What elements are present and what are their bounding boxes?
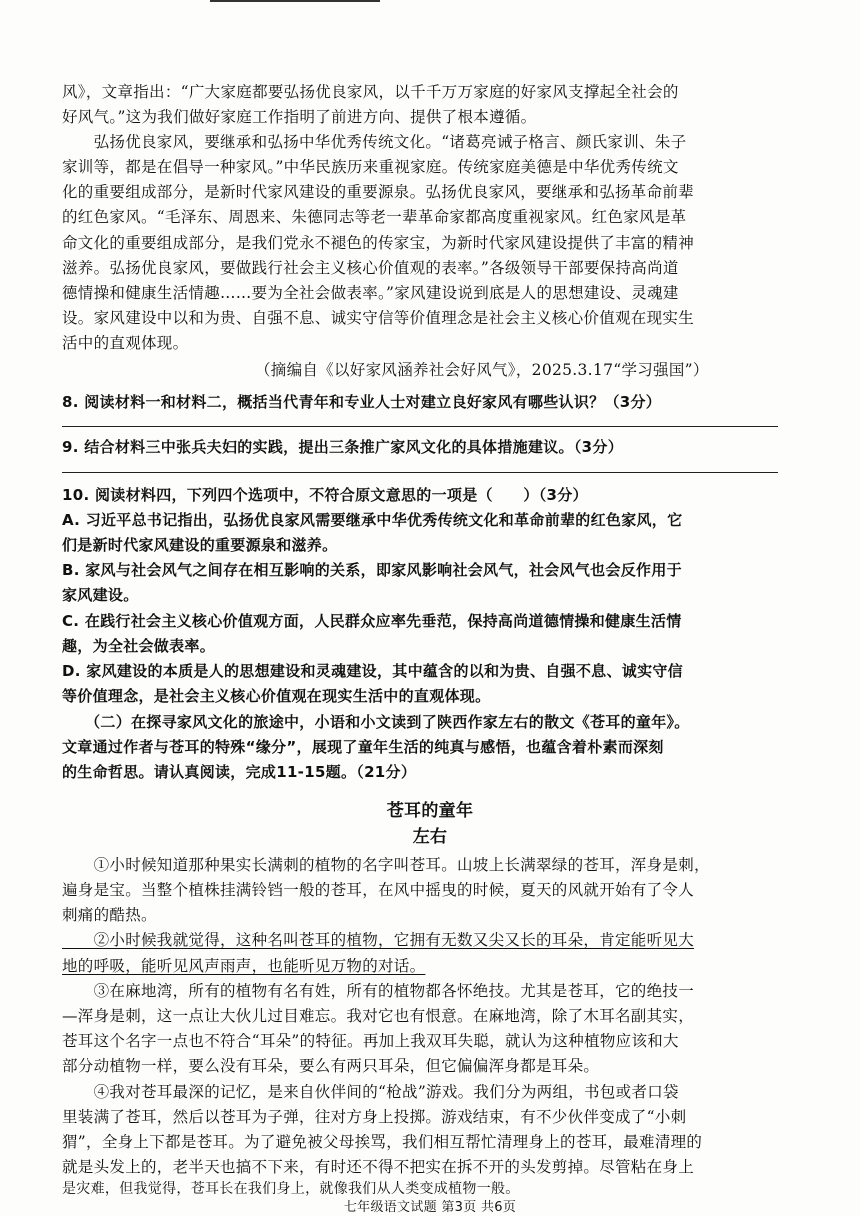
text-line: 德情操和健康生活情趣……要为全社会做表率。”家风建设说到底是人的思想建设、灵魂建 — [62, 284, 679, 302]
source-citation: （摘编自《以好家风涵养社会好风气》，2025.3.17“学习强国”） — [255, 361, 709, 379]
section-intro: 文章通过作者与苍耳的特殊“缘分”，展现了童年生活的纯真与感悟，也蕴含着朴素而深刻 — [62, 738, 664, 756]
option-b: B. 家风与社会风气之间存在相互影响的关系，即家风影响社会风气，社会风气也会反作用于 — [62, 561, 682, 579]
paragraph-2-underlined: ②小时候我就觉得，这种名叫苍耳的植物，它拥有无数又尖又长的耳朵，肯定能听见大 — [62, 931, 695, 949]
cropped-header-mark — [210, 0, 380, 6]
essay-title: 苍耳的童年 — [386, 801, 474, 821]
text-line: 命文化的重要组成部分，是我们党永不褪色的传家宝，为新时代家风建设提供了丰富的精神 — [62, 234, 695, 252]
option-c-cont: 趣，为全社会做表率。 — [62, 637, 216, 655]
text-line: 的红色家风。“毛泽东、周恩来、朱德同志等老一辈革命家都高度重视家风。红色家风是革 — [62, 208, 687, 226]
text-line: 风》，文章指出：“广大家庭都要弘扬优良家风，以千千万万家庭的好家风支撑起全社会的 — [62, 83, 679, 101]
paragraph-1: 刺痛的酷热。 — [62, 906, 157, 924]
paragraph-3: 苍耳这个名字一点也不符合“耳朵”的特征。再加上我双耳失聪，就认为这种植物应该和大 — [62, 1032, 679, 1050]
paragraph-3: —浑身是刺，这一点让大伙儿过目难忘。我对它也有恨意。在麻地湾，除了木耳名副其实， — [62, 1007, 695, 1025]
option-a-cont: 们是新时代家风建设的重要源泉和滋养。 — [62, 536, 338, 554]
paragraph-3: ③在麻地湾，所有的植物有名有姓，所有的植物都各怀绝技。尤其是苍耳，它的绝技一 — [62, 982, 695, 1000]
question-10: 10. 阅读材料四，下列四个选项中，不符合原文意思的一项是（ ）（3分） — [62, 486, 588, 504]
paragraph-4: 里装满了苍耳，然后以苍耳为子弹，往对方身上投掷。游戏结束，有不少伙伴变成了“小刺 — [62, 1108, 687, 1126]
section-intro: （二）在探寻家风文化的旅途中，小语和小文读到了陕西作家左右的散文《苍耳的童年》。 — [62, 713, 690, 731]
question-9: 9. 结合材料三中张兵夫妇的实践，提出三条推广家风文化的具体措施建议。（3分） — [62, 438, 623, 456]
text-line: 活中的直观体现。 — [62, 334, 189, 352]
text-line: 好风气。”这为我们做好家庭工作指明了前进方向、提供了根本遵循。 — [62, 108, 537, 126]
question-8: 8. 阅读材料一和材料二，概括当代青年和专业人士对建立良好家风有哪些认识？（3分） — [62, 393, 662, 411]
paragraph-2-underlined: 地的呼吸，能听见风声雨声，也能听见万物的对话。 — [62, 957, 426, 975]
paragraph-1: ①小时候知道那种果实长满刺的植物的名字叫苍耳。山坡上长满翠绿的苍耳，浑身是刺， — [62, 856, 710, 874]
text-line: 家训等，都是在倡导一种家风。”中华民族历来重视家庭。传统家庭美德是中华优秀传统文 — [62, 158, 679, 176]
text-line: 化的重要组成部分，是新时代家风建设的重要源泉。弘扬优良家风，要继承和弘扬革命前辈 — [62, 183, 695, 201]
option-b-cont: 家风建设。 — [62, 586, 139, 604]
text-line: 滋养。弘扬优良家风，要做践行社会主义核心价值观的表率。”各级领导干部要保持高尚道 — [62, 259, 679, 277]
paragraph-4: ④我对苍耳最深的记忆，是来自伙伴间的“枪战”游戏。我们分为两组，书包或者口袋 — [62, 1083, 679, 1101]
paragraph-1: 遍身是宝。当整个植株挂满铃铛一般的苍耳，在风中摇曳的时候，夏天的风就开始有了令人 — [62, 881, 695, 899]
page-footer: 七年级语文试题 第3页 共6页 — [343, 1200, 517, 1215]
option-a: A. 习近平总书记指出，弘扬优良家风需要继承中华优秀传统文化和革命前辈的红色家风，它 — [62, 511, 683, 529]
option-d-cont: 等价值理念，是社会主义核心价值观在现实生活中的直观体现。 — [62, 687, 491, 705]
answer-line-8[interactable] — [62, 426, 778, 427]
option-c: C. 在践行社会主义核心价值观方面，人民群众应率先垂范，保持高尚道德情操和健康生活情 — [62, 612, 682, 630]
essay-author: 左右 — [412, 827, 448, 847]
text-line: 设。家风建设中以和为贵、自强不息、诚实守信等价值理念是社会主义核心价值观在现实生 — [62, 309, 695, 327]
paragraph-4: 就是头发上的，老半天也搞不下来，有时还不得不把实在拆不开的头发剪掉。尽管粘在身上 — [62, 1158, 695, 1176]
option-d: D. 家风建设的本质是人的思想建设和灵魂建设，其中蕴含的以和为贵、自强不息、诚实守信 — [62, 662, 683, 680]
paragraph-3: 部分动植物一样，要么没有耳朵，要么有两只耳朵，但它偏偏浑身都是耳朵。 — [62, 1057, 600, 1075]
section-intro: 的生命哲思。请认真阅读，完成11-15题。（21分） — [62, 763, 417, 781]
text-line: 弘扬优良家风，要继承和弘扬中华优秀传统文化。“诸葛亮诫子格言、颜氏家训、朱子 — [62, 133, 687, 151]
answer-line-9[interactable] — [62, 472, 778, 473]
paragraph-4: 猬”，全身上下都是苍耳。为了避免被父母挨骂，我们相互帮忙清理身上的苍耳，最难清理的 — [62, 1133, 703, 1151]
paragraph-4: 是灾难，但我觉得，苍耳长在我们身上，就像我们从人类变成植物一般。 — [62, 1181, 520, 1197]
